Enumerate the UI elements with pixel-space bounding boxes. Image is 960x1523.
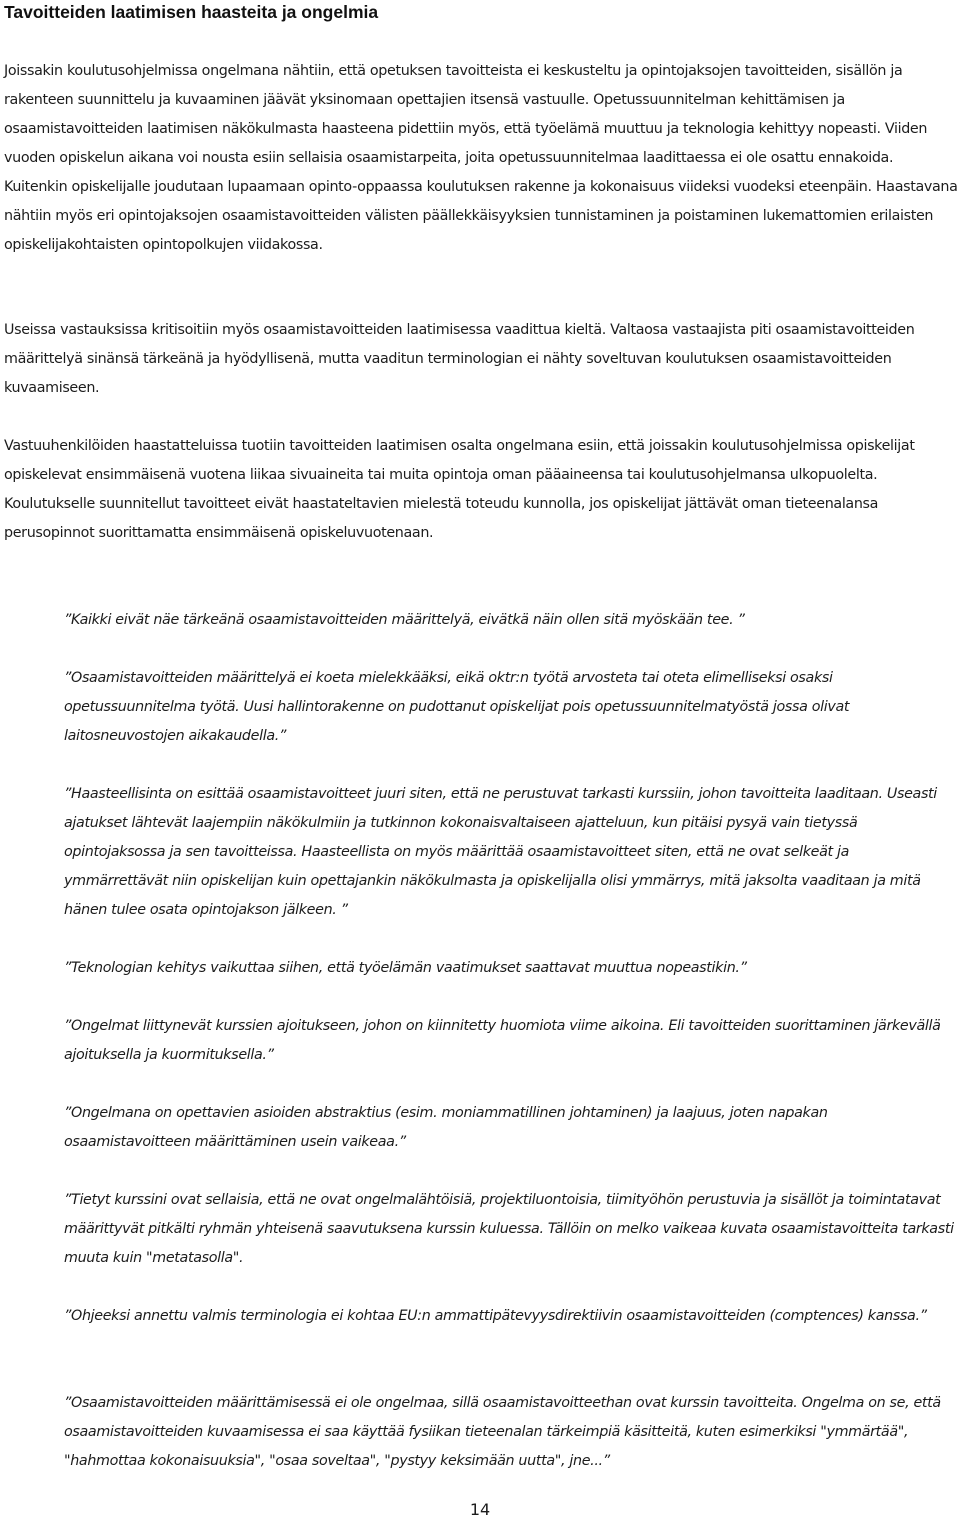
quote-6: ”Ongelmana on opettavien asioiden abstraktius (esim. moniammatillinen johtaminen) ja laajuus, joten napakan osaamistavoitteen määrittäminen usein vaikeaa.” bbox=[64, 1105, 828, 1150]
section-heading: Tavoitteiden laatimisen haasteita ja ongelmia bbox=[4, 2, 379, 22]
body-paragraph-3: Vastuuhenkilöiden haastatteluissa tuotiin tavoitteiden laatimisen osalta ongelmana esiin, että joissakin koulutusohjelmissa opiskelijat opiskelevat ensimmäisenä vuotena liikaa sivuaineita tai muita opintoja oman pääaineensa tai koulutusohjelmansa ulkopuolelta. Koulutukselle suunnitellut tavoitteet eivät haastateltavien mielestä toteudu kunnolla, jos opiskelijat jättävät oman tieteenalansa perusopinnot suorittamatta ensimmäisenä opiskeluvuotenaan. bbox=[4, 438, 915, 541]
quote-7: ”Tietyt kurssini ovat sellaisia, että ne ovat ongelmalähtöisiä, projektiluontoisia, tiimityöhön perustuvia ja sisällöt ja toimintatavat määrittyvät pitkälti ryhmän yhteisenä saavutuksena kurssin kuluessa. Tällöin on melko vaikeaa kuvata osaamistavoitteita tarkasti muuta kuin "metatasolla". bbox=[64, 1192, 954, 1266]
page-number: 14 bbox=[469, 1500, 491, 1519]
quote-9: ”Osaamistavoitteiden määrittämisessä ei ole ongelmaa, sillä osaamistavoitteethan ovat kurssin tavoitteita. Ongelma on se, että osaamistavoitteiden kuvaamisessa ei saa käyttää fysiikan tieteenalan tärkeimpiä käsitteitä, kuten esimerkiksi "ymmärtää", "hahmottaa kokonaisuuksia", "osaa soveltaa", "pystyy keksimään uutta", jne...” bbox=[64, 1395, 941, 1469]
quote-3: ”Haasteellisinta on esittää osaamistavoitteet juuri siten, että ne perustuvat tarkasti kurssiin, johon tavoitteita laaditaan. Useasti ajatukset lähtevät laajempiin näkökulmiin ja tutkinnon kokonaisvaltaiseen ajatteluun, kun pitäisi pysyä vain tietyssä opintojaksossa ja sen tavoitteissa. Haasteellista on myös määrittää osaamistavoitteet siten, että ne ovat selkeät ja ymmärrettävät niin opiskelijan kuin opettajankin näkökulmasta ja opiskelijalla olisi ymmärrys, mitä jaksolta vaaditaan ja mitä hänen tulee osata opintojakson jälkeen. ” bbox=[64, 786, 937, 918]
quote-1: ”Kaikki eivät näe tärkeänä osaamistavoitteiden määrittelyä, eivätkä näin ollen sitä myöskään tee. ” bbox=[64, 612, 745, 628]
quote-2: ”Osaamistavoitteiden määrittelyä ei koeta mielekkääksi, eikä oktr:n työtä arvosteta tai oteta elimelliseksi osaksi opetussuunnitelma työtä. Uusi hallintorakenne on pudottanut opiskelijat pois opetussuunnitelmatyöstä jossa olivat laitosneuvostojen aikakaudella.” bbox=[64, 670, 850, 744]
body-paragraph-1: Joissakin koulutusohjelmissa ongelmana nähtiin, että opetuksen tavoitteista ei keskusteltu ja opintojaksojen tavoitteiden, sisällön ja rakenteen suunnittelu ja kuvaaminen jäävät yksinomaan opettajien itsensä vastuulle. Opetussuunnitelman kehittämisen ja osaamistavoitteiden laatimisen näkökulmasta haasteena pidettiin myös, että työelämä muuttuu ja teknologia kehittyy nopeasti. Viiden vuoden opiskelun aikana voi nousta esiin sellaisia osaamistarpeita, joita opetussuunnitelmaa laadittaessa ei ole osattu ennakoida. Kuitenkin opiskelijalle joudutaan lupaamaan opinto-oppaassa koulutuksen rakenne ja kokonaisuus viideksi vuodeksi eteenpäin. Haastavana nähtiin myös eri opintojaksojen osaamistavoitteiden välisten päällekkäisyyksien tunnistaminen ja poistaminen lukemattomien erilaisten opiskelijakohtaisten opintopolkujen viidakossa. bbox=[4, 63, 958, 253]
body-paragraph-2: Useissa vastauksissa kritisoitiin myös osaamistavoitteiden laatimisessa vaadittua kieltä. Valtaosa vastaajista piti osaamistavoitteiden määrittelyä sinänsä tärkeänä ja hyödyllisenä, mutta vaaditun terminologian ei nähty soveltuvan koulutuksen osaamistavoitteiden kuvaamiseen. bbox=[4, 322, 915, 396]
quote-5: ”Ongelmat liittynevät kurssien ajoitukseen, johon on kiinnitetty huomiota viime aikoina. Eli tavoitteiden suorittaminen järkevällä ajoituksella ja kuormituksella.” bbox=[64, 1018, 941, 1063]
quote-4: ”Teknologian kehitys vaikuttaa siihen, että työelämän vaatimukset saattavat muuttua nopeastikin.” bbox=[64, 960, 747, 976]
quote-8: ”Ohjeeksi annettu valmis terminologia ei kohtaa EU:n ammattipätevyysdirektiivin osaamistavoitteiden (comptences) kanssa.” bbox=[64, 1308, 927, 1324]
